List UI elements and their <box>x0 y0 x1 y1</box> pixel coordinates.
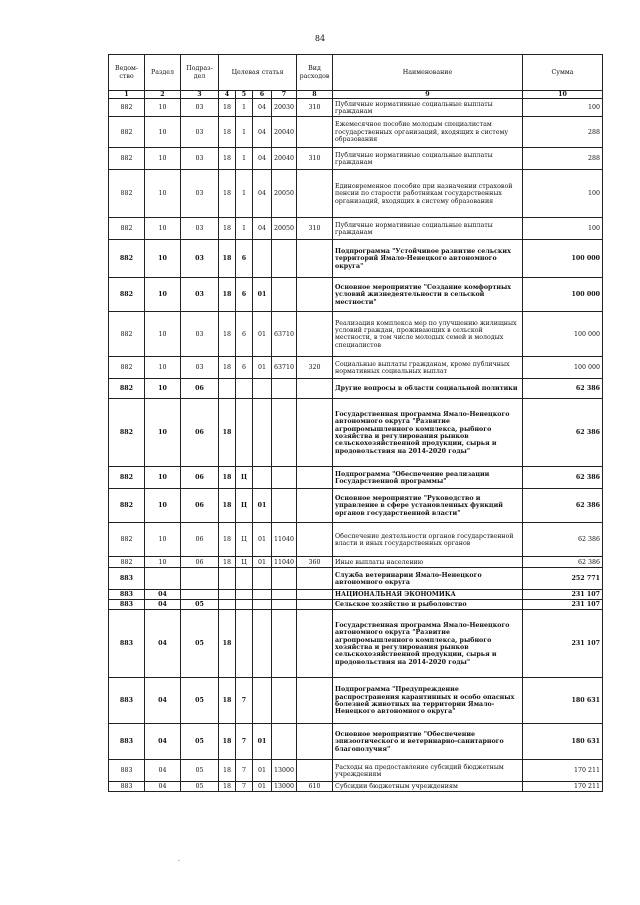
exptype-cell <box>297 724 333 760</box>
activity-cell: 04 <box>253 218 272 240</box>
sum-cell: 62 386 <box>523 379 603 399</box>
table-row <box>109 467 603 489</box>
activity-cell: 04 <box>253 148 272 170</box>
subsection-cell: 03 <box>181 99 219 117</box>
sum-cell: 100 000 <box>523 240 603 278</box>
direction-cell <box>272 489 297 523</box>
subprogram-cell <box>236 399 253 467</box>
subsection-cell: 03 <box>181 170 219 218</box>
activity-cell: 01 <box>253 357 272 379</box>
table-row <box>109 610 603 678</box>
table-row <box>109 312 603 357</box>
dept-cell: 882 <box>109 218 145 240</box>
table-row <box>109 489 603 523</box>
name-cell: Основное мероприятие "Руководство и управление в сфере установленных функций органов государственной власти" <box>333 489 523 523</box>
activity-cell <box>253 600 272 610</box>
activity-cell <box>253 240 272 278</box>
direction-cell: 63710 <box>272 312 297 357</box>
name-cell: Ежемесячное пособие молодым специалистам государственных организаций, входящих в систему образования <box>333 117 523 148</box>
name-cell: Обеспечение деятельности органов государственной власти и иных государственных органов <box>333 523 523 557</box>
table-row <box>109 678 603 724</box>
section-cell: 10 <box>145 240 181 278</box>
dept-cell: 882 <box>109 278 145 312</box>
dept-cell: 883 <box>109 610 145 678</box>
program-cell <box>219 590 236 600</box>
dept-cell: 882 <box>109 240 145 278</box>
col-number: 9 <box>333 91 523 99</box>
program-cell: 18 <box>219 467 236 489</box>
table-row <box>109 760 603 782</box>
direction-cell: 11040 <box>272 557 297 568</box>
section-cell: 10 <box>145 312 181 357</box>
subprogram-cell <box>236 600 253 610</box>
activity-cell: 01 <box>253 278 272 312</box>
col-number: 5 <box>236 91 253 99</box>
dept-cell: 882 <box>109 357 145 379</box>
subsection-cell: 05 <box>181 600 219 610</box>
sum-cell: 288 <box>523 148 603 170</box>
exptype-cell <box>297 170 333 218</box>
section-cell: 04 <box>145 760 181 782</box>
direction-cell <box>272 678 297 724</box>
section-cell: 10 <box>145 467 181 489</box>
dept-cell: 882 <box>109 399 145 467</box>
subsection-cell: 05 <box>181 760 219 782</box>
subprogram-cell: 1 <box>236 99 253 117</box>
activity-cell <box>253 399 272 467</box>
header-exptype: Вид расходов <box>297 55 333 91</box>
name-cell: Государственная программа Ямало-Ненецкого автономного округа "Развитие агропромышленного комплекса, рыбного хозяйства и регулирования рынков сельскохозяйственной продукции, сырья и продовольствия на 2014-2020 годы" <box>333 610 523 678</box>
sum-cell: 62 386 <box>523 523 603 557</box>
direction-cell <box>272 610 297 678</box>
exptype-cell <box>297 240 333 278</box>
name-cell: Публичные нормативные социальные выплаты гражданам <box>333 148 523 170</box>
program-cell: 18 <box>219 148 236 170</box>
sum-cell: 180 631 <box>523 678 603 724</box>
section-cell: 10 <box>145 117 181 148</box>
activity-cell: 01 <box>253 523 272 557</box>
name-cell: Единовременное пособие при назначении страховой пенсии по старости работникам государственных организаций, входящих в систему образования <box>333 170 523 218</box>
sum-cell: 62 386 <box>523 399 603 467</box>
section-cell: 10 <box>145 148 181 170</box>
name-cell: НАЦИОНАЛЬНАЯ ЭКОНОМИКА <box>333 590 523 600</box>
sum-cell: 170 211 <box>523 782 603 792</box>
direction-cell <box>272 600 297 610</box>
program-cell <box>219 600 236 610</box>
col-number: 6 <box>253 91 272 99</box>
col-number: 4 <box>219 91 236 99</box>
exptype-cell <box>297 600 333 610</box>
name-cell: Субсидии бюджетным учреждениям <box>333 782 523 792</box>
sum-cell: 252 771 <box>523 568 603 590</box>
section-cell: 10 <box>145 523 181 557</box>
section-cell <box>145 568 181 590</box>
name-cell: Основное мероприятие "Создание комфортных условий жизнедеятельности в сельской местности" <box>333 278 523 312</box>
table-row <box>109 379 603 399</box>
direction-cell <box>272 467 297 489</box>
subsection-cell <box>181 568 219 590</box>
table-row <box>109 523 603 557</box>
subprogram-cell: Ц <box>236 557 253 568</box>
sum-cell: 100 <box>523 218 603 240</box>
section-cell: 04 <box>145 782 181 792</box>
subprogram-cell <box>236 610 253 678</box>
table-row <box>109 99 603 117</box>
dept-cell: 882 <box>109 170 145 218</box>
dept-cell: 883 <box>109 678 145 724</box>
program-cell: 18 <box>219 557 236 568</box>
activity-cell <box>253 678 272 724</box>
activity-cell <box>253 467 272 489</box>
activity-cell <box>253 568 272 590</box>
direction-cell <box>272 590 297 600</box>
program-cell: 18 <box>219 489 236 523</box>
exptype-cell <box>297 312 333 357</box>
direction-cell: 20050 <box>272 170 297 218</box>
sum-cell: 100 000 <box>523 312 603 357</box>
direction-cell <box>272 724 297 760</box>
subsection-cell <box>181 590 219 600</box>
exptype-cell <box>297 489 333 523</box>
section-cell: 10 <box>145 218 181 240</box>
dept-cell: 883 <box>109 724 145 760</box>
sum-cell: 62 386 <box>523 489 603 523</box>
sum-cell: 62 386 <box>523 557 603 568</box>
name-cell: Расходы на предоставление субсидий бюджетным учреждениям <box>333 760 523 782</box>
program-cell: 18 <box>219 399 236 467</box>
exptype-cell <box>297 399 333 467</box>
exptype-cell: 610 <box>297 782 333 792</box>
program-cell: 18 <box>219 678 236 724</box>
program-cell: 18 <box>219 523 236 557</box>
name-cell: Сельское хозяйство и рыболовство <box>333 600 523 610</box>
subsection-cell: 03 <box>181 218 219 240</box>
section-cell: 04 <box>145 590 181 600</box>
table-row <box>109 278 603 312</box>
name-cell: Государственная программа Ямало-Ненецкого автономного округа "Развитие агропромышленного комплекса, рыбного хозяйства и регулирования рынков сельскохозяйственной продукции, сырья и продовольствия на 2014-2020 годы" <box>333 399 523 467</box>
subsection-cell: 03 <box>181 278 219 312</box>
section-cell: 10 <box>145 557 181 568</box>
subprogram-cell: 6 <box>236 357 253 379</box>
subsection-cell: 03 <box>181 312 219 357</box>
activity-cell: 01 <box>253 724 272 760</box>
col-number: 2 <box>145 91 181 99</box>
exptype-cell: 310 <box>297 148 333 170</box>
subprogram-cell: 7 <box>236 724 253 760</box>
subsection-cell: 06 <box>181 379 219 399</box>
sum-cell: 231 107 <box>523 600 603 610</box>
section-cell: 10 <box>145 278 181 312</box>
section-cell: 04 <box>145 600 181 610</box>
column-number-row <box>109 91 603 99</box>
section-cell: 10 <box>145 399 181 467</box>
subprogram-cell <box>236 590 253 600</box>
page-number: 84 <box>314 34 326 43</box>
subprogram-cell: 6 <box>236 278 253 312</box>
subsection-cell: 06 <box>181 523 219 557</box>
table-row <box>109 399 603 467</box>
exptype-cell: 360 <box>297 557 333 568</box>
dept-cell: 882 <box>109 379 145 399</box>
exptype-cell <box>297 278 333 312</box>
activity-cell: 01 <box>253 782 272 792</box>
dept-cell: 882 <box>109 489 145 523</box>
table-row <box>109 600 603 610</box>
program-cell: 18 <box>219 117 236 148</box>
subsection-cell: 06 <box>181 467 219 489</box>
name-cell: Иные выплаты населению <box>333 557 523 568</box>
dept-cell: 882 <box>109 467 145 489</box>
subsection-cell: 05 <box>181 678 219 724</box>
subprogram-cell: 6 <box>236 312 253 357</box>
direction-cell: 11040 <box>272 523 297 557</box>
direction-cell: 13000 <box>272 782 297 792</box>
table-row <box>109 117 603 148</box>
table-row <box>109 218 603 240</box>
dept-cell: 883 <box>109 600 145 610</box>
activity-cell: 01 <box>253 489 272 523</box>
subprogram-cell: 7 <box>236 760 253 782</box>
sum-cell: 170 211 <box>523 760 603 782</box>
header-subsection: Подраз-дел <box>181 55 219 91</box>
exptype-cell <box>297 568 333 590</box>
header-sum: Сумма <box>523 55 603 91</box>
col-number: 1 <box>109 91 145 99</box>
name-cell: Служба ветеринарии Ямало-Ненецкого автономного округа <box>333 568 523 590</box>
activity-cell <box>253 379 272 399</box>
subsection-cell: 05 <box>181 782 219 792</box>
program-cell: 18 <box>219 312 236 357</box>
dept-cell: 882 <box>109 523 145 557</box>
dept-cell: 883 <box>109 782 145 792</box>
budget-table <box>108 54 603 792</box>
section-cell: 10 <box>145 170 181 218</box>
exptype-cell <box>297 760 333 782</box>
exptype-cell <box>297 117 333 148</box>
table-row <box>109 170 603 218</box>
subsection-cell: 06 <box>181 489 219 523</box>
subprogram-cell: 1 <box>236 218 253 240</box>
col-number: 8 <box>297 91 333 99</box>
sum-cell: 100 <box>523 170 603 218</box>
section-cell: 04 <box>145 610 181 678</box>
name-cell: Другие вопросы в области социальной политики <box>333 379 523 399</box>
program-cell: 18 <box>219 278 236 312</box>
program-cell: 18 <box>219 760 236 782</box>
exptype-cell <box>297 678 333 724</box>
direction-cell <box>272 399 297 467</box>
direction-cell <box>272 568 297 590</box>
direction-cell: 20040 <box>272 117 297 148</box>
name-cell: Подпрограмма "Обеспечение реализации Государственной программы" <box>333 467 523 489</box>
col-number: 3 <box>181 91 219 99</box>
sum-cell: 231 107 <box>523 610 603 678</box>
name-cell: Публичные нормативные социальные выплаты гражданам <box>333 218 523 240</box>
dept-cell: 882 <box>109 312 145 357</box>
subsection-cell: 03 <box>181 148 219 170</box>
subprogram-cell: Ц <box>236 523 253 557</box>
subsection-cell: 06 <box>181 557 219 568</box>
exptype-cell <box>297 610 333 678</box>
subprogram-cell: 7 <box>236 782 253 792</box>
subsection-cell: 03 <box>181 117 219 148</box>
dept-cell: 883 <box>109 590 145 600</box>
section-cell: 04 <box>145 678 181 724</box>
table-row <box>109 724 603 760</box>
name-cell: Подпрограмма "Предупреждение распространения карантинных и особо опасных болезней животных на территории Ямало-Ненецкого автономного округа" <box>333 678 523 724</box>
header-name: Наименование <box>333 55 523 91</box>
subsection-cell: 05 <box>181 724 219 760</box>
header-dept: Ведом-ство <box>109 55 145 91</box>
dept-cell: 883 <box>109 760 145 782</box>
subprogram-cell: 1 <box>236 170 253 218</box>
subprogram-cell: Ц <box>236 489 253 523</box>
subsection-cell: 03 <box>181 240 219 278</box>
dept-cell: 882 <box>109 148 145 170</box>
table-row <box>109 568 603 590</box>
name-cell: Реализация комплекса мер по улучшению жилищных условий граждан, проживающих в сельской местности, в том числе молодых семей и молодых специалистов <box>333 312 523 357</box>
direction-cell <box>272 379 297 399</box>
subprogram-cell: 7 <box>236 678 253 724</box>
activity-cell: 04 <box>253 117 272 148</box>
subprogram-cell <box>236 568 253 590</box>
header-section: Раздел <box>145 55 181 91</box>
direction-cell: 20050 <box>272 218 297 240</box>
exptype-cell: 320 <box>297 357 333 379</box>
direction-cell: 13000 <box>272 760 297 782</box>
activity-cell <box>253 610 272 678</box>
dept-cell: 882 <box>109 117 145 148</box>
exptype-cell <box>297 523 333 557</box>
section-cell: 10 <box>145 99 181 117</box>
activity-cell: 04 <box>253 170 272 218</box>
subprogram-cell: 6 <box>236 240 253 278</box>
name-cell: Подпрограмма "Устойчивое развитие сельских территорий Ямало-Ненецкого автономного округа" <box>333 240 523 278</box>
table-row <box>109 357 603 379</box>
name-cell: Социальные выплаты гражданам, кроме публичных нормативных социальных выплат <box>333 357 523 379</box>
subprogram-cell: 1 <box>236 148 253 170</box>
section-cell: 10 <box>145 379 181 399</box>
program-cell: 18 <box>219 99 236 117</box>
program-cell: 18 <box>219 240 236 278</box>
sum-cell: 100 000 <box>523 357 603 379</box>
table-row <box>109 557 603 568</box>
subprogram-cell <box>236 379 253 399</box>
exptype-cell: 310 <box>297 218 333 240</box>
section-cell: 10 <box>145 489 181 523</box>
dept-cell: 883 <box>109 568 145 590</box>
direction-cell <box>272 278 297 312</box>
direction-cell: 20030 <box>272 99 297 117</box>
activity-cell <box>253 590 272 600</box>
subprogram-cell: Ц <box>236 467 253 489</box>
activity-cell: 04 <box>253 99 272 117</box>
activity-cell: 01 <box>253 760 272 782</box>
table-row <box>109 590 603 600</box>
col-number: 7 <box>272 91 297 99</box>
program-cell: 18 <box>219 610 236 678</box>
exptype-cell <box>297 467 333 489</box>
exptype-cell <box>297 590 333 600</box>
name-cell: Основное мероприятие "Обеспечение эпизоотического и ветеринарно-санитарного благополучия" <box>333 724 523 760</box>
activity-cell: 01 <box>253 312 272 357</box>
table-row <box>109 782 603 792</box>
section-cell: 04 <box>145 724 181 760</box>
sum-cell: 100 000 <box>523 278 603 312</box>
direction-cell <box>272 240 297 278</box>
header-target: Целевая статья <box>219 55 297 91</box>
col-number: 10 <box>523 91 603 99</box>
table-row <box>109 148 603 170</box>
sum-cell: 288 <box>523 117 603 148</box>
name-cell: Публичные нормативные социальные выплаты гражданам <box>333 99 523 117</box>
activity-cell: 01 <box>253 557 272 568</box>
program-cell: 18 <box>219 357 236 379</box>
subprogram-cell: 1 <box>236 117 253 148</box>
scan-dot: · <box>178 858 180 865</box>
program-cell: 18 <box>219 782 236 792</box>
dept-cell: 882 <box>109 557 145 568</box>
sum-cell: 100 <box>523 99 603 117</box>
sum-cell: 62 386 <box>523 467 603 489</box>
direction-cell: 63710 <box>272 357 297 379</box>
subsection-cell: 03 <box>181 357 219 379</box>
section-cell: 10 <box>145 357 181 379</box>
table-row <box>109 240 603 278</box>
dept-cell: 882 <box>109 99 145 117</box>
subsection-cell: 05 <box>181 610 219 678</box>
sum-cell: 231 107 <box>523 590 603 600</box>
exptype-cell <box>297 379 333 399</box>
program-cell: 18 <box>219 170 236 218</box>
sum-cell: 180 631 <box>523 724 603 760</box>
program-cell: 18 <box>219 724 236 760</box>
subsection-cell: 06 <box>181 399 219 467</box>
program-cell <box>219 379 236 399</box>
program-cell <box>219 568 236 590</box>
program-cell: 18 <box>219 218 236 240</box>
exptype-cell: 310 <box>297 99 333 117</box>
direction-cell: 20040 <box>272 148 297 170</box>
